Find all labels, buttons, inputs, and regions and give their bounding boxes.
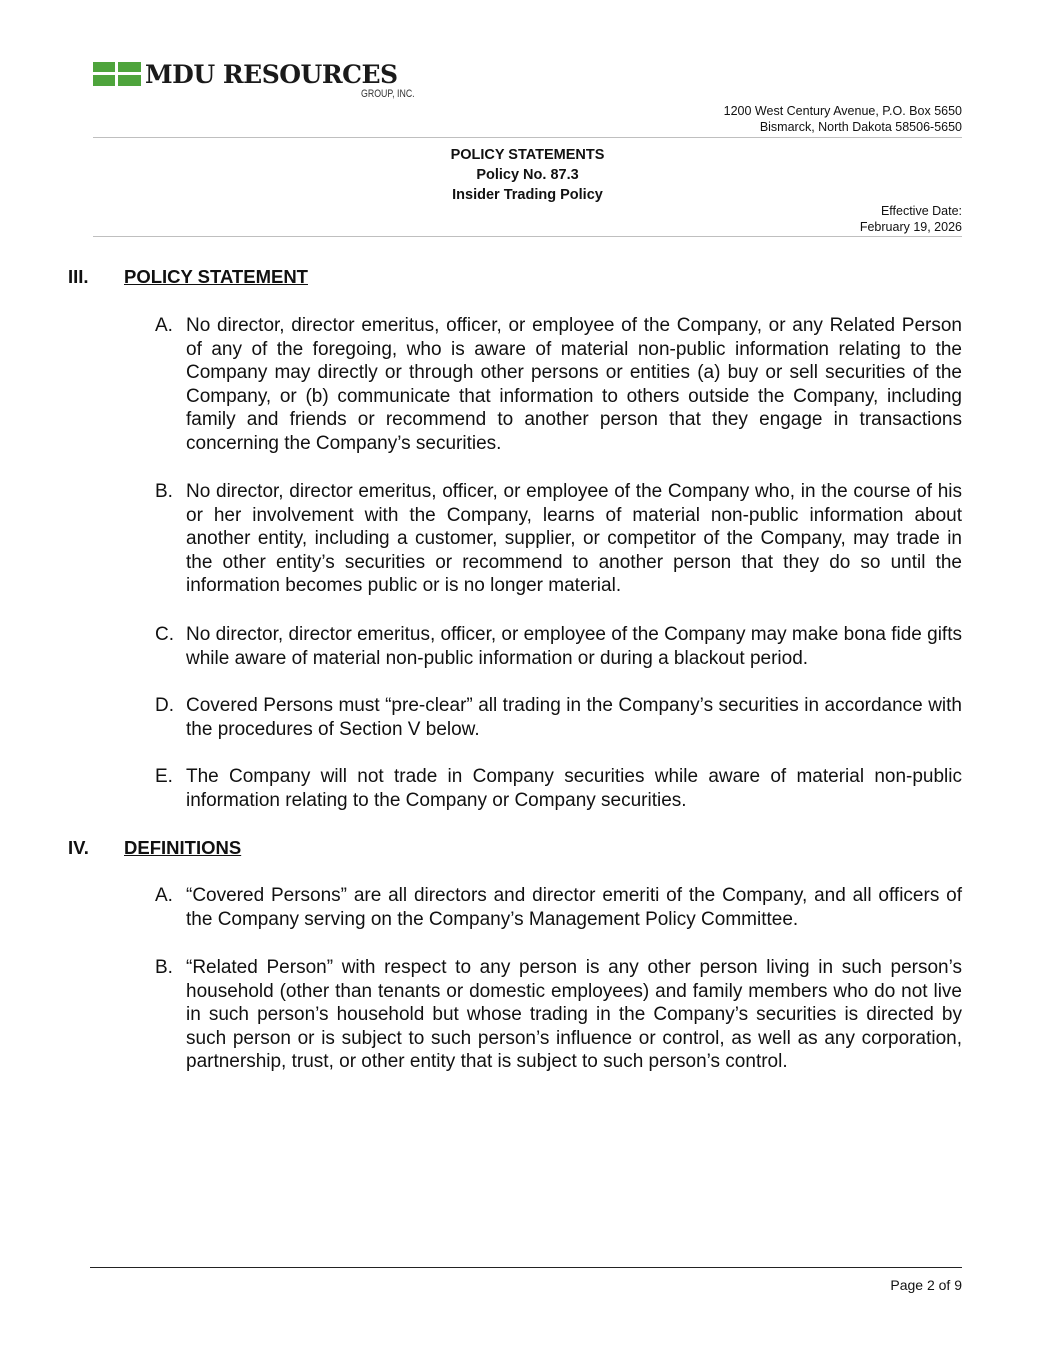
item-text: No director, director emeritus, officer, or employee of the Company may make bona fide gifts while aware of material non-public information or during a blackout period. [186,624,962,669]
effective-date-block [860,203,962,235]
address-line-1: 1200 West Century Avenue, P.O. Box 5650 [723,104,962,118]
effective-date-label: Effective Date: [880,204,962,218]
section-number: IV. [68,837,89,858]
item-letter: D. [155,695,174,716]
section-title: POLICY STATEMENT [124,266,308,287]
footer-divider [90,1267,962,1268]
item-text: The Company will not trade in Company securities while aware of material non-public information relating to the Company or Company securities. [186,766,962,811]
item-letter: A. [155,885,173,906]
policy-title: Insider Trading Policy [452,187,603,203]
logo-subtitle: GROUP, INC. [361,88,415,100]
page-number: Page 2 of 9 [890,1277,962,1293]
address-line-2: Bismarck, North Dakota 58506-5650 [759,120,962,134]
item-letter: B. [155,481,173,502]
company-logo [93,62,433,102]
item-text: No director, director emeritus, officer, or employee of the Company, or any Related Person of any of the foregoing, who is aware of material non-public information relating to the Company may directly or through other persons or entities (a) buy or sell securities of the Company, or (b) communicate that information to others outside the Company, including family and friends or recommend to another person that they engage in transactions concerning the Company’s securities. [186,315,962,454]
policy-number: Policy No. 87.3 [476,167,579,183]
company-address [724,103,962,135]
item-text: “Related Person” with respect to any person is any other person living in such person’s household (other than tenants or domestic employees) and family members who do not live in such person’s household but whose trading in the Company’s securities is directed by such person or is subject to such person’s influence or control, as well as any corporation, partnership, trust, or other entity that is subject to such person’s control. [186,957,962,1073]
header-divider [93,137,962,138]
item-letter: B. [155,957,173,978]
item-text: No director, director emeritus, officer, or employee of the Company who, in the course of his or her involvement with the Company, learns of material non-public information about another entity, including a customer, supplier, or competitor of the Company, may trade in the other entity’s securities or recommend to another person that they do so until the information becomes public or is no longer material. [186,481,962,597]
item-text: Covered Persons must “pre-clear” all trading in the Company’s securities in accordance with the procedures of Section V below. [186,695,962,740]
policy-heading-line-1: POLICY STATEMENTS [450,147,605,163]
logo-wordmark: MDU RESOURCES [145,60,398,89]
effective-date-value: February 19, 2026 [859,220,962,234]
logo-mark-icon [93,62,141,86]
item-letter: A. [155,315,173,336]
section-number: III. [68,266,89,287]
policy-heading [93,145,962,205]
policy-heading-divider [93,236,962,237]
item-letter: E. [155,766,173,787]
section-title: DEFINITIONS [124,837,242,858]
item-letter: C. [155,624,174,645]
item-text: “Covered Persons” are all directors and director emeriti of the Company, and all officers of the Company serving on the Company’s Management Policy Committee. [186,885,962,930]
